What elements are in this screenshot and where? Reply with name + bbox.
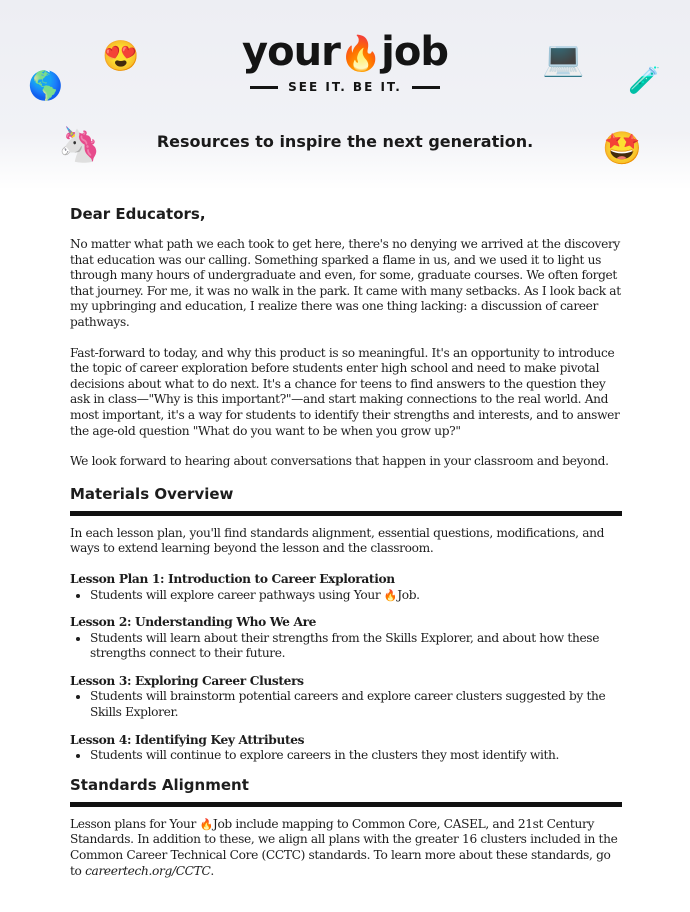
potion-flask-icon: 🧪	[628, 66, 661, 96]
flame-icon: 🔥	[383, 588, 398, 602]
letter-paragraph-2: Fast-forward to today, and why this product is so meaningful. It's an opportunity to introduce the topic of career exploration before students enter high school and need to make pivotal decisions about what to do next. It's a chance for teens to find answers to the question they ask in class—"Why is this important?"—and start making connections to the real world. And most important, it's a way for students to identify their strengths and interests, and to answer the age-old question "What do you want to be when you grow up?"	[70, 345, 620, 438]
yourjob-logo: your🔥job	[242, 29, 448, 75]
letter-paragraph-1: No matter what path we each took to get here, there's no denying we arrived at the discovery that education was our calling. Something sparked a flame in us, and we used it to light us through many hours of undergraduate and even, for some, graduate courses. We often forget that journey. For me, it was no walk in the park. It came with many setbacks. As I look back at my upbringing and education, I realize there was one thing lacking: a discussion of career pathways.	[70, 237, 621, 329]
lesson-title: Lesson 4: Identifying Key Attributes	[70, 732, 305, 747]
tagline-divider-left	[250, 86, 278, 89]
lesson-item	[70, 674, 622, 721]
letter-paragraph-3: We look forward to hearing about conversations that happen in your classroom and beyond.	[70, 454, 609, 469]
unicorn-icon: 🦄	[58, 125, 101, 165]
tagline-row	[0, 80, 690, 94]
lesson-title: Lesson Plan 1: Introduction to Career Exploration	[70, 571, 395, 586]
cctc-link[interactable]: careertech.org/CCTC	[85, 863, 211, 878]
lesson-title: Lesson 2: Understanding Who We Are	[70, 615, 317, 630]
standards-text: Lesson plans for Your 🔥Job include mapping to Common Core, CASEL, and 21st Century Standards. In addition to these, we align all plans with the greater 16 clusters included in the Common Career Technical Core (CCTC) standards. To learn more about these standards, go to careertech.org/CCTC.	[70, 816, 618, 878]
letter-content	[70, 205, 622, 879]
flame-icon: 🔥	[339, 34, 382, 74]
standards-alignment-heading: Standards Alignment	[70, 776, 622, 807]
lesson-item	[70, 615, 622, 662]
laptop-code-icon: 💻	[542, 39, 585, 79]
page-subtitle: Resources to inspire the next generation.	[156, 132, 534, 151]
materials-overview-heading: Materials Overview	[70, 485, 622, 516]
lesson-item	[70, 572, 622, 603]
lesson-item	[70, 733, 622, 764]
star-eyes-emoji-icon: 🤩	[602, 129, 642, 167]
lesson-title: Lesson 3: Exploring Career Clusters	[70, 673, 304, 688]
materials-intro: In each lesson plan, you'll find standards alignment, essential questions, modifications, and ways to extend learning beyond the lesson and the classroom.	[70, 525, 605, 556]
header-banner	[0, 0, 690, 190]
tagline-divider-right	[412, 86, 440, 89]
letter-greeting: Dear Educators,	[70, 205, 206, 223]
lesson-bullet: • Students will brainstorm potential careers and explore career clusters suggested by the Skills Explorer.	[90, 689, 622, 720]
flame-icon: 🔥	[199, 817, 213, 831]
globe-icon: 🌎	[28, 69, 63, 102]
lesson-bullet: • Students will explore career pathways using Your 🔥Job.	[90, 588, 622, 604]
tagline: SEE IT. BE IT.	[288, 80, 402, 94]
lesson-bullet: • Students will learn about their strengths from the Skills Explorer, and about how these strengths connect to their future.	[90, 631, 622, 662]
heart-eyes-emoji-icon: 😍	[102, 39, 140, 74]
lesson-bullet: • Students will continue to explore careers in the clusters they most identify with.	[90, 748, 622, 764]
